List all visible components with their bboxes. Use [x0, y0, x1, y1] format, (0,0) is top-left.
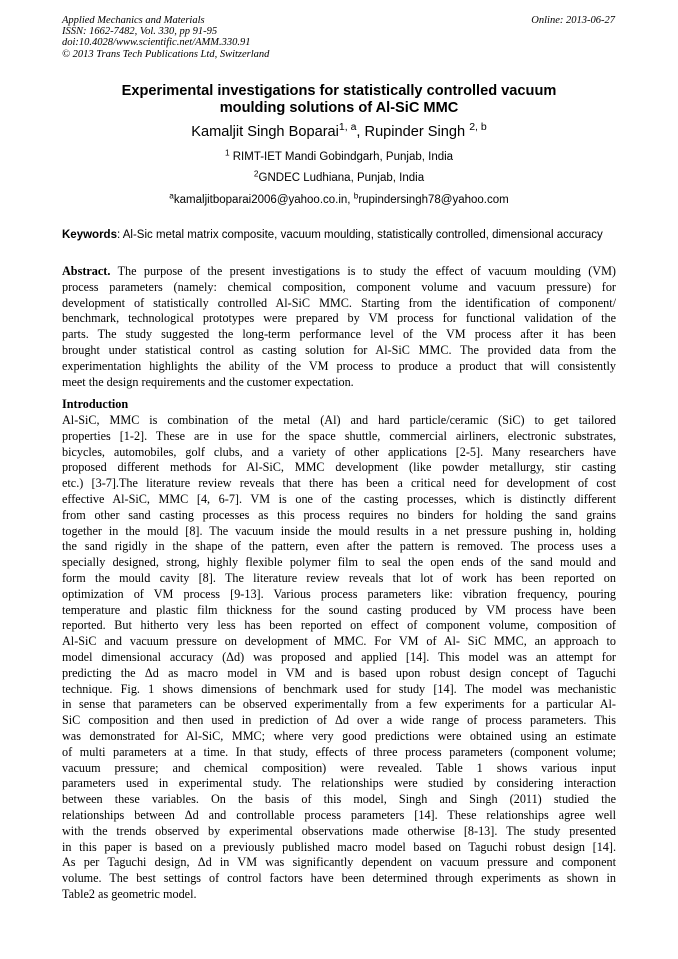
intro-line: temperature and plastic film thickness for the sound casting produced by VM process have been [62, 602, 616, 617]
online-date: Online: 2013-06-27 [531, 15, 615, 26]
abstract [62, 264, 616, 390]
abstract-line: Abstract. The purpose of the present investigations is to study the effect of vacuum moulding (VM) [62, 264, 616, 278]
intro-line: from other sand casting processes as this process requires no binders for holding the sand grains [62, 507, 616, 522]
intro-line: together in the mould [8]. The vacuum inside the mould results in a net pressure pushing in, holding [62, 523, 616, 538]
intro-line: volume. The best settings of control factors have been determined through experiments as shown in [62, 871, 616, 886]
intro-line: specially designed, strong, highly flexible polymer film to seal the open ends of the sand mould and [62, 555, 616, 570]
abstract-line: benchmark, technological prototypes were prepared by VM process for functional validation of the [62, 311, 616, 326]
email-2-mark: b [353, 191, 359, 201]
intro-line: As per Taguchi design, Δd in VM was significantly dependent on vacuum pressure and component [62, 855, 616, 870]
intro-line: bicycles, automobiles, golf clubs, and a variety of other applications [2-5]. Many researchers have [62, 444, 616, 459]
intro-line: relationships between Δd and controllable process parameters [14]. These relationships agree well [62, 807, 616, 822]
email-1[interactable]: kamaljitboparai2006@yahoo.co.in, [173, 194, 354, 206]
intro-line: etc.) [3-7].The literature review reveals that there has been a critical need for development of cost [62, 476, 616, 491]
intro-line: with the trends observed by experimental observations made otherwise [8-13]. The study presented [62, 823, 616, 838]
author-list [62, 123, 616, 141]
intro-line: Table2 as geometric model. [62, 886, 197, 901]
journal-name: Applied Mechanics and Materials [62, 15, 205, 26]
intro-line: SiC composition and then used in prediction of Δd over a wide range of process parameters. This [62, 713, 616, 728]
intro-line: in sense that parameters can be observed experimentally from a few experiments for a particular Al- [62, 697, 616, 712]
author-1: Kamaljit Singh Boparai [191, 124, 339, 140]
title-line-2: moulding solutions of Al-SiC MMC [219, 100, 459, 116]
intro-line: predicting the Δd as macro model in VM and is based upon robust design concept of Taguchi [62, 665, 616, 680]
intro-line: Al-SiC and vacuum pressure on development of MMC. For VM of Al- SiC MMC, an approach to [62, 634, 616, 649]
abstract-line: meet the design requirements and the customer expectation. [62, 374, 354, 389]
intro-line: of multi parameters at a time. In that study, effects of three process parameters (component volume; [62, 744, 616, 759]
copyright-line: © 2013 Trans Tech Publications Ltd, Switzerland [62, 48, 270, 60]
intro-line: proposed different methods for Al-SiC, MMC development (like powder metallurgy, stir casting [62, 460, 616, 475]
journal-header [62, 15, 269, 60]
issn-line: ISSN: 1662-7482, Vol. 330, pp 91-95 [62, 26, 218, 38]
doi-line[interactable]: doi:10.4028/www.scientific.net/AMM.330.91 [62, 37, 251, 49]
affiliation-2-mark: 2 [253, 169, 259, 179]
paper-title [62, 83, 616, 117]
keywords [62, 228, 616, 242]
intro-line: parameters used in experimental study. The relationships were studied by considering interaction [62, 776, 616, 791]
intro-line: in this paper is based on a previously published macro model based on Taguchi robust design [14]. [62, 839, 616, 854]
abstract-line: brought under statistical control as casting solution for Al-SiC MMC. The provided data from the [62, 342, 616, 357]
email-1-mark: a [169, 191, 174, 201]
introduction-heading: Introduction [62, 397, 129, 411]
intro-line: the sand rigidly in the shape of the pattern, even after the pattern is removed. The process uses a [62, 539, 616, 554]
author-separator: , [356, 124, 365, 140]
email-2[interactable]: rupindersingh78@yahoo.com [358, 194, 509, 206]
author-emails [62, 193, 616, 207]
intro-line: model dimensional accuracy (Δd) was proposed and applied [14]. This model was an attempt for [62, 649, 616, 664]
intro-line: between these variables. On the basis of this model, Singh and Singh (2011) studied the [62, 792, 616, 807]
keywords-text: : Al-Sic metal matrix composite, vacuum moulding, statistically controlled, dimensional accuracy [116, 229, 603, 241]
abstract-label: Abstract. [62, 264, 111, 278]
abstract-line: process parameters (namely: chemical composition, component volume and vacuum pressure) for [62, 279, 616, 294]
intro-line: optimization of VM process [9-13]. Various process parameters like: vibration frequency, pouring [62, 586, 616, 601]
intro-line: Al-SiC, MMC is combination of the metal (Al) and hard particle/ceramic (SiC) to get tailored [62, 413, 616, 427]
intro-line: vacuum pressure; and chemical composition) were revealed. Table 1 shows various input [62, 760, 616, 775]
intro-line: form the mould cavity [8]. The literature review reveals that lot of work has been reported on [62, 570, 616, 585]
affiliation-1-mark: 1 [224, 148, 230, 158]
abstract-line: parts. The study suggested the long-term performance level of the VM process after it has been [62, 327, 616, 342]
intro-line: effective Al-SiC, MMC [4, 6-7]. VM is one of the casting processes, which is distinctly different [62, 491, 616, 506]
affiliation-2 [62, 171, 616, 185]
intro-line: technique. Fig. 1 shows dimensions of benchmark used for study [14]. The model was mechanistic [62, 681, 616, 696]
intro-line: reported. But hitherto very less has been reported on effect of component volume, composition of [62, 618, 616, 633]
author-2-affiliation-mark: 2, b [469, 121, 487, 134]
introduction-body [62, 413, 616, 903]
affiliation-2-text: GNDEC Ludhiana, Punjab, India [258, 172, 425, 184]
author-2: Rupinder Singh [364, 124, 470, 140]
abstract-line: development of statistically controlled Al-SiC MMC. Starting from the identification of component/ [62, 295, 616, 310]
intro-line: was demonstrated for Al-SiC, MMC; where very good predictions were obtained using an estimate [62, 728, 616, 743]
affiliation-1-text: RIMT-IET Mandi Gobindgarh, Punjab, India [229, 151, 454, 163]
intro-line: properties [1-2]. These are in use for the space shuttle, commercial airliners, electronic substrates, [62, 428, 616, 443]
author-1-affiliation-mark: 1, a [338, 121, 357, 134]
title-line-1: Experimental investigations for statistically controlled vacuum [121, 83, 557, 99]
keywords-label: Keywords [62, 229, 117, 241]
affiliation-1 [62, 150, 616, 164]
abstract-line: experimentation highlights the ability of the VM process to produce a product that will consistently [62, 358, 616, 373]
